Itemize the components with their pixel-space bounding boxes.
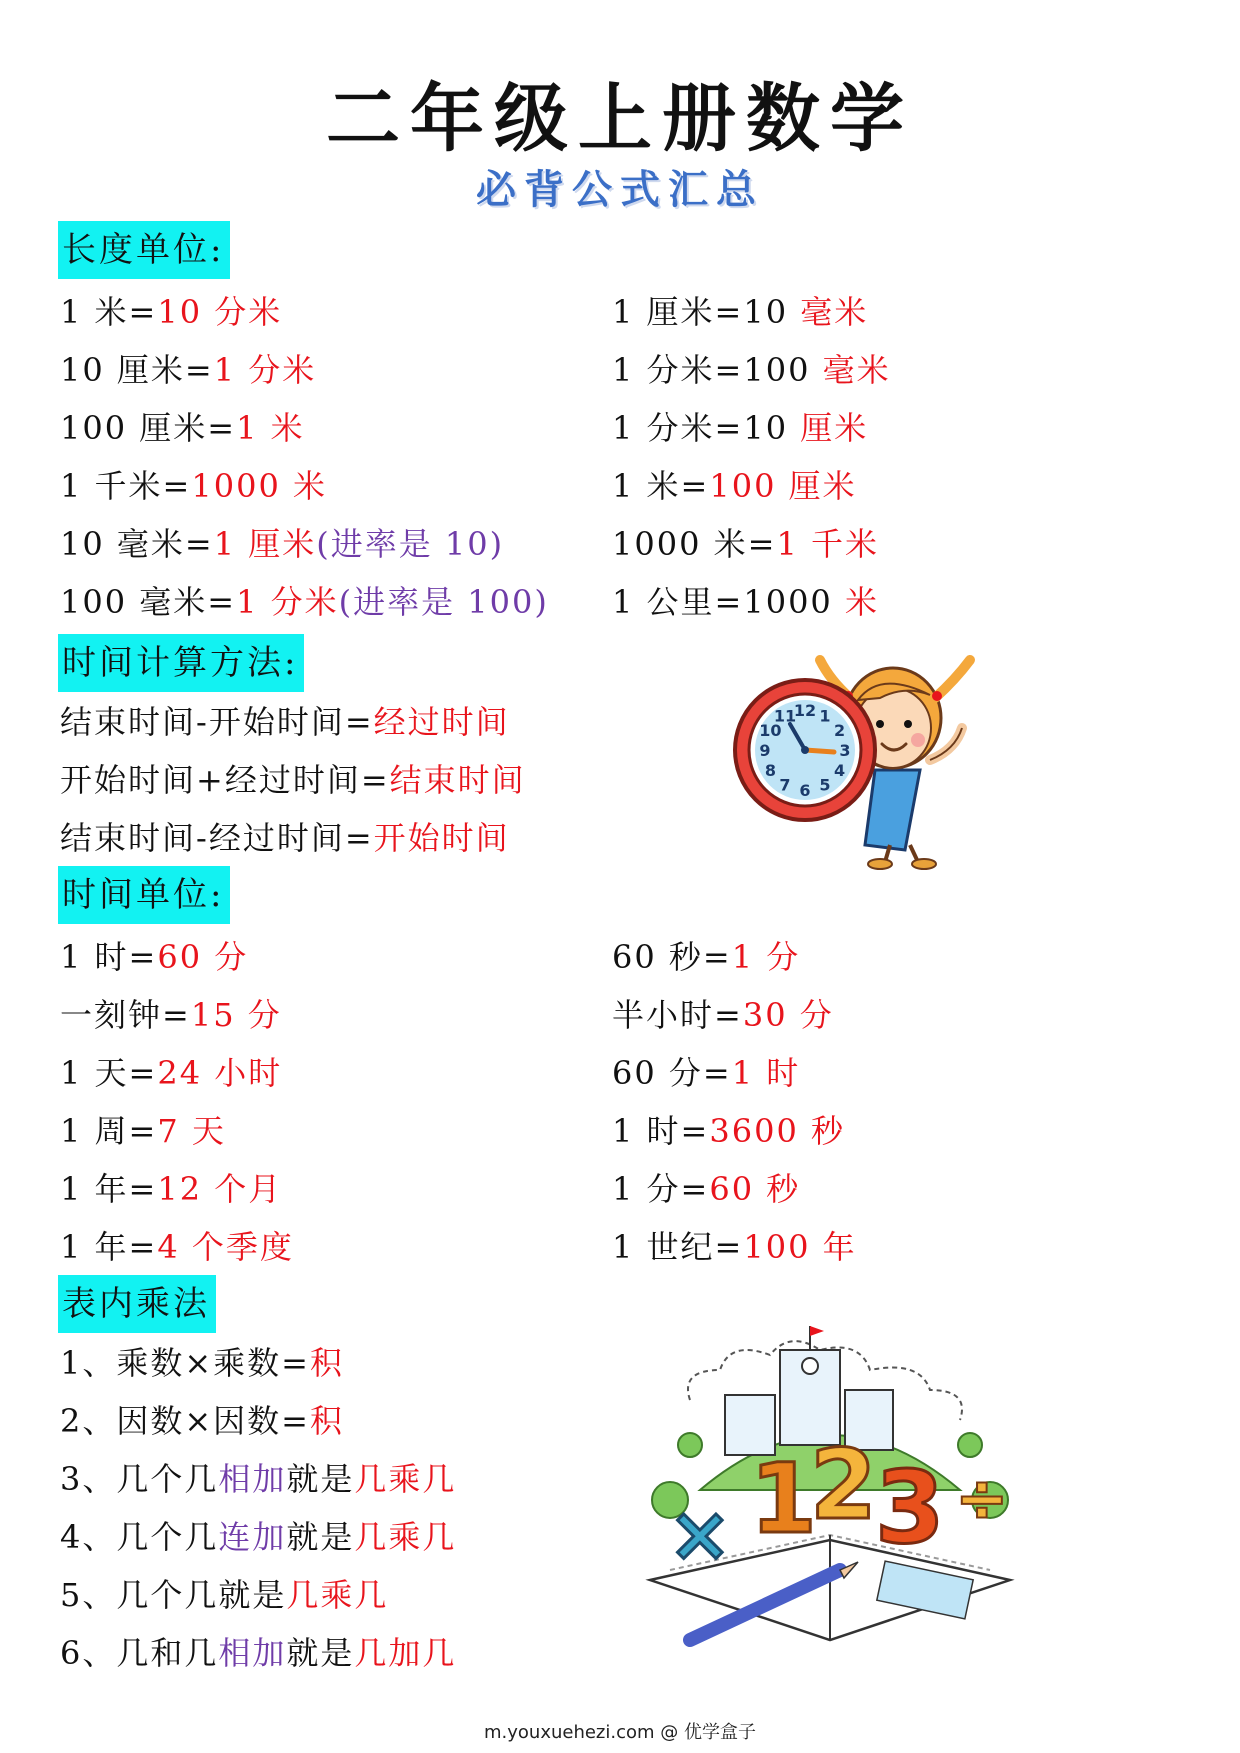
formula-text: 1 年= (60, 1228, 158, 1266)
formula-row (60, 1102, 294, 1160)
formula-answer: 1 分米 (236, 583, 339, 621)
formula-row (612, 457, 891, 515)
formula-answer: 60 分 (157, 938, 249, 976)
length-right-list (612, 283, 891, 631)
formula-text: 3、几个几 (60, 1460, 219, 1498)
formula-answer: 1 千米 (776, 525, 879, 563)
formula-row (60, 283, 549, 341)
formula-answer: 60 秒 (709, 1170, 801, 1208)
formula-answer: 1 时 (731, 1054, 801, 1092)
page-subtitle: 必背公式汇总 (476, 166, 764, 213)
footer-credit: m.youxuehezi.com @ 优学盒子 (483, 1722, 756, 1743)
formula-text: 就是 (286, 1518, 355, 1556)
formula-text: 1 年= (60, 1170, 158, 1208)
formula-answer: 15 分 (190, 996, 282, 1034)
formula-row (60, 693, 526, 751)
formula-note: (进率是 100) (338, 583, 549, 621)
clock-number: 11 (773, 706, 797, 726)
formula-note: 连加 (218, 1518, 287, 1556)
formula-answer: 几乘几 (286, 1576, 389, 1614)
formula-row (612, 1102, 857, 1160)
clock-icon (735, 680, 875, 820)
formula-text: 半小时= (612, 996, 743, 1034)
formula-answer: 几加几 (354, 1634, 457, 1672)
divide-glyph: ÷ (955, 1462, 1009, 1536)
clock-number: 7 (779, 775, 791, 795)
formula-row (612, 341, 891, 399)
formula-answer: 24 小时 (157, 1054, 283, 1092)
formula-text: 1 天= (60, 1054, 158, 1092)
formula-note: 相加 (218, 1460, 287, 1498)
formula-row (612, 1044, 857, 1102)
formula-row (60, 573, 549, 631)
digit-1-glyph: 1 (750, 1443, 817, 1555)
time-units-left-list (60, 928, 294, 1276)
formula-row (60, 457, 549, 515)
formula-row (60, 928, 294, 986)
formula-answer: 米 (844, 583, 879, 621)
formula-answer: 厘米 (800, 409, 869, 447)
formula-row (60, 1334, 456, 1392)
heading-length-units: 长度单位: (58, 221, 230, 279)
formula-row (60, 1218, 294, 1276)
formula-row (60, 1392, 456, 1450)
formula-text: 5、几个几就是 (60, 1576, 287, 1614)
formula-row (612, 986, 857, 1044)
formula-row (60, 1508, 456, 1566)
formula-row (60, 1566, 456, 1624)
formula-row (612, 1160, 857, 1218)
clock-number: 10 (759, 721, 782, 740)
page-title: 二年级上册数学 (326, 76, 914, 162)
formula-text: 1、乘数×乘数= (60, 1344, 310, 1382)
formula-text: 1 厘米=10 (612, 293, 801, 331)
math-book-illustration (630, 1320, 1030, 1660)
formula-answer: 几乘几 (354, 1518, 457, 1556)
formula-answer: 开始时间 (373, 819, 510, 857)
formula-text: 1 公里=1000 (612, 583, 845, 621)
formula-note: 相加 (218, 1634, 287, 1672)
formula-text: 60 秒= (612, 938, 732, 976)
formula-row (60, 1044, 294, 1102)
clock-number: 6 (799, 781, 811, 800)
length-left-list (60, 283, 549, 631)
clock-number: 2 (834, 721, 846, 740)
formula-row (60, 1624, 456, 1682)
formula-answer: 毫米 (822, 351, 891, 389)
formula-row (60, 341, 549, 399)
formula-answer: 1 厘米 (213, 525, 317, 563)
formula-text: 1 周= (60, 1112, 158, 1150)
formula-text: 结束时间-经过时间= (60, 819, 374, 857)
formula-text: 2、因数×因数= (60, 1402, 310, 1440)
clock-number: 4 (834, 761, 846, 780)
formula-answer: 3600 秒 (709, 1112, 845, 1150)
formula-answer: 经过时间 (373, 703, 510, 741)
formula-answer: 几乘几 (354, 1460, 457, 1498)
formula-answer: 结束时间 (389, 761, 526, 799)
clock-number: 1 (819, 706, 831, 726)
formula-row (612, 283, 891, 341)
formula-note: (进率是 10) (316, 525, 505, 563)
formula-answer: 10 分米 (157, 293, 283, 331)
formula-text: 60 分= (612, 1054, 732, 1092)
formula-row (60, 515, 549, 573)
formula-text: 结束时间-开始时间= (60, 703, 374, 741)
formula-row (60, 399, 549, 457)
formula-text: 1 米= (60, 293, 158, 331)
formula-answer: 1 分 (731, 938, 801, 976)
formula-answer: 30 分 (742, 996, 834, 1034)
formula-row (60, 1450, 456, 1508)
formula-text: 一刻钟= (60, 996, 191, 1034)
formula-answer: 100 厘米 (709, 467, 857, 505)
formula-answer: 积 (310, 1344, 345, 1382)
formula-text: 就是 (286, 1460, 355, 1498)
digit-3-glyph: 3 (875, 1449, 945, 1566)
heading-time-calc: 时间计算方法: (58, 634, 304, 692)
clock-number: 3 (839, 741, 851, 760)
formula-text: 1 千米= (60, 467, 192, 505)
formula-row (612, 399, 891, 457)
formula-text: 100 毫米= (60, 583, 237, 621)
formula-text: 6、几和几 (60, 1634, 219, 1672)
formula-text: 就是 (286, 1634, 355, 1672)
formula-text: 1 分= (612, 1170, 710, 1208)
formula-text: 1 时= (612, 1112, 710, 1150)
clock-number: 8 (764, 761, 776, 780)
clock-number: 12 (793, 701, 817, 720)
formula-text: 开始时间+经过时间= (60, 761, 390, 799)
formula-answer: 毫米 (800, 293, 869, 331)
formula-text: 1000 米= (612, 525, 777, 563)
formula-row (60, 986, 294, 1044)
formula-row (60, 751, 526, 809)
formula-text: 1 时= (60, 938, 158, 976)
formula-answer: 积 (310, 1402, 345, 1440)
formula-text: 4、几个几 (60, 1518, 219, 1556)
heading-multiplication: 表内乘法 (58, 1275, 216, 1333)
formula-text: 1 米= (612, 467, 710, 505)
formula-answer: 1000 米 (191, 467, 327, 505)
heading-time-units: 时间单位: (58, 866, 230, 924)
clock-girl-illustration (730, 640, 990, 870)
formula-row (612, 515, 891, 573)
formula-row (612, 928, 857, 986)
formula-answer: 100 年 (743, 1228, 857, 1266)
formula-text: 100 厘米= (60, 409, 237, 447)
formula-answer: 4 个季度 (157, 1228, 294, 1266)
formula-row (60, 809, 526, 867)
formula-text: 10 厘米= (60, 351, 214, 389)
clock-number: 9 (759, 741, 771, 760)
clock-number: 5 (819, 775, 831, 795)
formula-text: 1 分米=100 (612, 351, 823, 389)
formula-text: 10 毫米= (60, 525, 214, 563)
formula-text: 1 世纪= (612, 1228, 744, 1266)
time-units-right-list (612, 928, 857, 1276)
formula-row (612, 573, 891, 631)
formula-text: 1 分米=10 (612, 409, 801, 447)
formula-answer: 1 米 (236, 409, 305, 447)
formula-row (612, 1218, 857, 1276)
time-calc-list (60, 693, 526, 867)
multiplication-list (60, 1334, 456, 1682)
formula-answer: 1 分米 (213, 351, 317, 389)
formula-answer: 7 天 (157, 1112, 226, 1150)
formula-answer: 12 个月 (157, 1170, 283, 1208)
digit-2-glyph: 2 (810, 1429, 877, 1541)
formula-row (60, 1160, 294, 1218)
times-glyph: × (668, 1489, 732, 1578)
